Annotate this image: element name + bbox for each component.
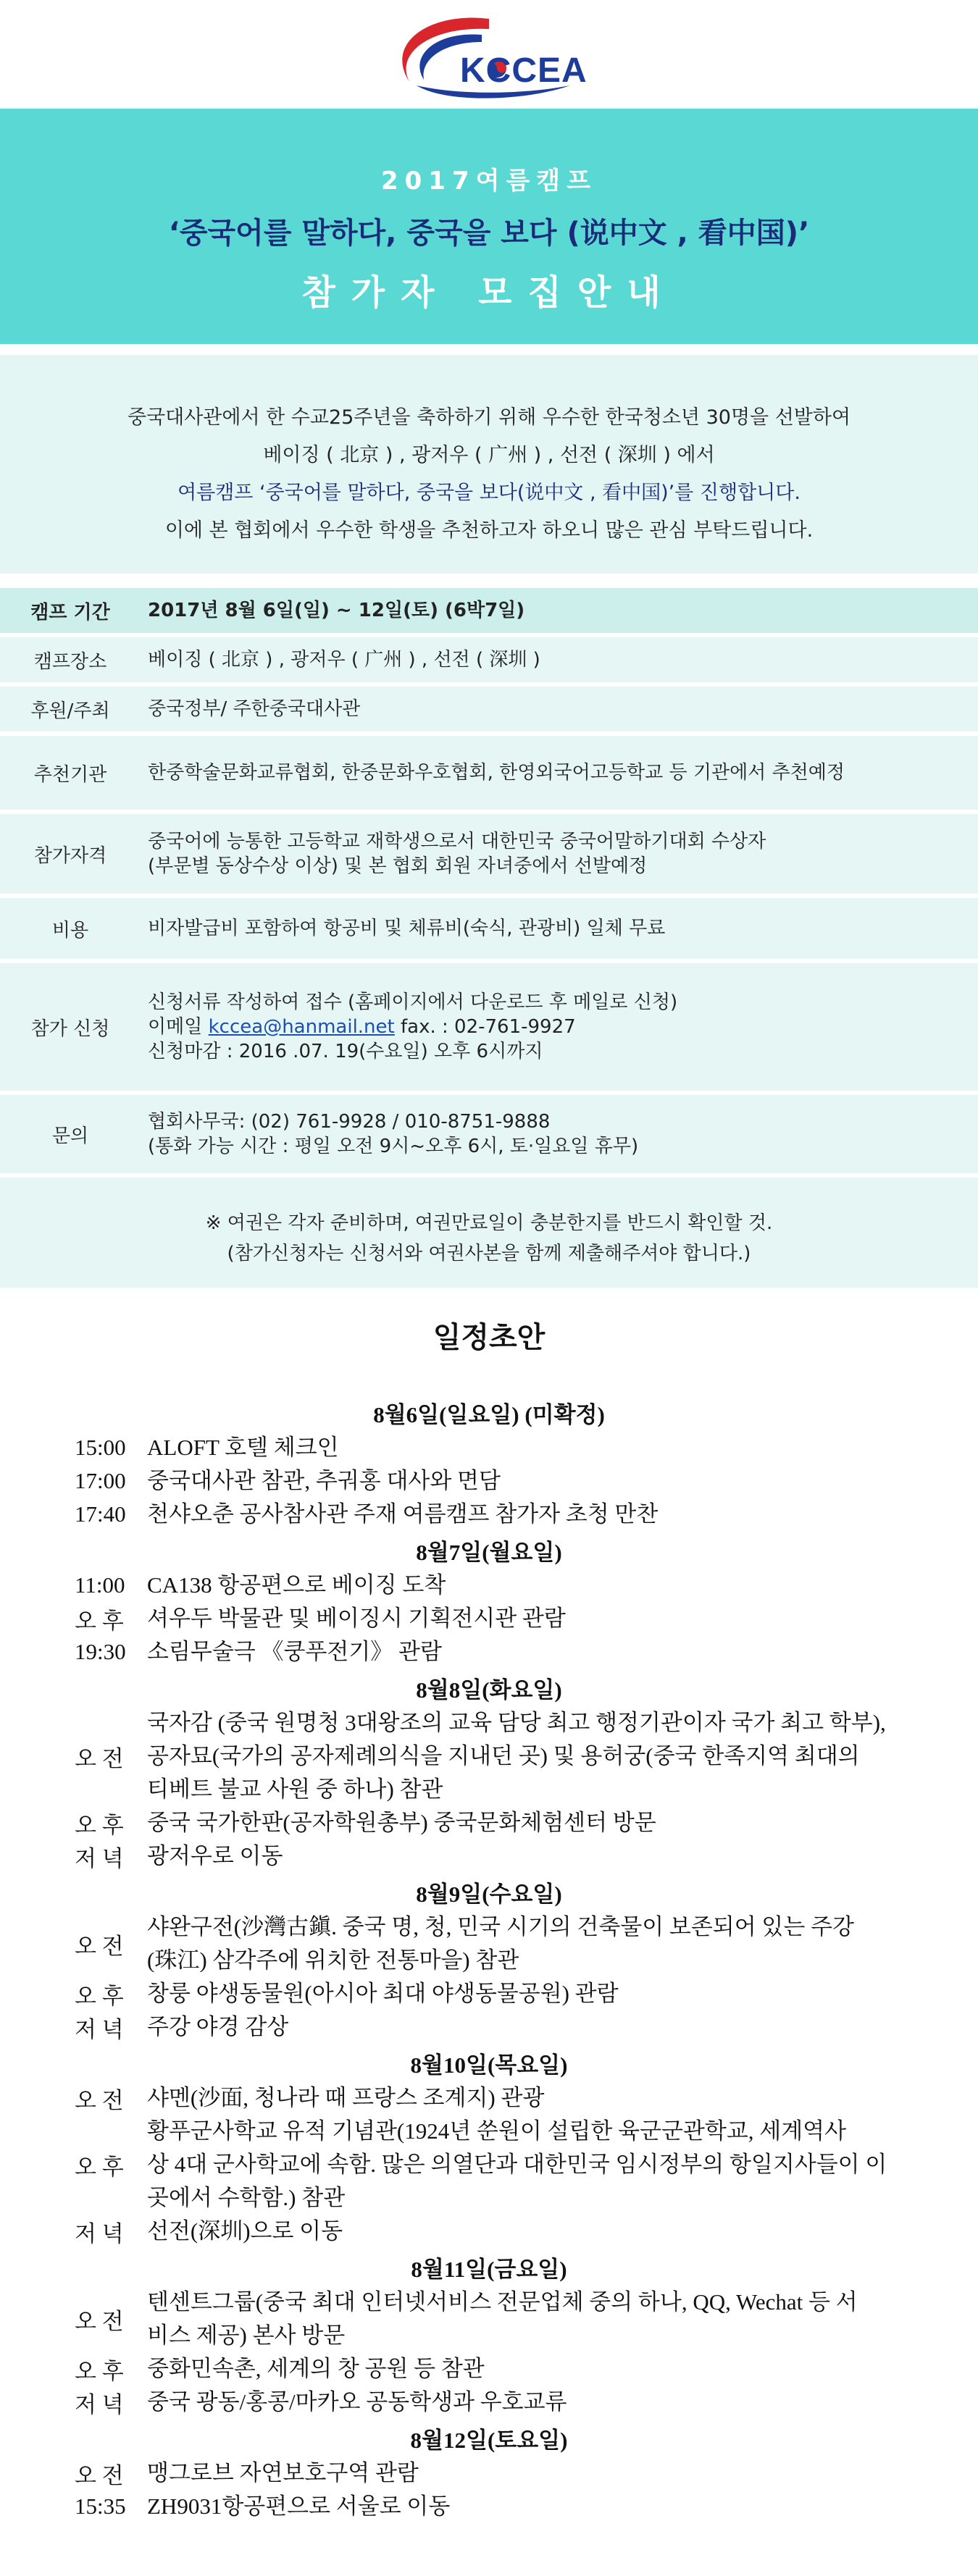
schedule-event [0,2081,978,2115]
event-time: 저 녁 [75,2220,124,2246]
qualification-line-2: (부문별 동상수상 이상) 및 본 협회 회원 자녀중에서 선발예정 [148,855,648,877]
schedule-event [0,2215,978,2248]
event-time: 저 녁 [75,2391,124,2417]
intro-line-1: 중국대사관에서 한 수교25주년을 축하하기 위해 우수한 한국청소년 30명을 선발하여 [127,406,851,429]
schedule-event [0,1498,978,1531]
schedule-event [0,1464,978,1498]
logo-text: KCCEA [460,51,588,90]
place-label: 캠프장소 [33,650,107,673]
schedule-event [0,2386,978,2419]
contact-label: 문의 [51,1125,89,1147]
schedule-event [0,1977,978,2010]
event-description [147,2490,927,2523]
application-deadline: 신청마감 : 2016 .07. 19(수요일) 오후 6시까지 [148,1041,543,1063]
place-value: 베이징 ( 北京 ) , 광저우 ( 广州 ) , 선전 ( 深圳 ) [148,648,540,671]
event-time: 19:30 [75,1639,126,1664]
schedule-event [0,2286,978,2352]
event-line: 중국 국가한판(공자학원총부) 중국문화체험센터 방문 [147,1810,656,1835]
banner-year-title: 2017여름캠프 [380,167,597,196]
intro-line-4: 이에 본 협회에서 우수한 학생을 추천하고자 하오니 많은 관심 부탁드립니다. [164,519,814,542]
event-line: 샤완구전(沙灣古鎭. 중국 명, 청, 민국 시기의 건축물이 보존되어 있는 주강 [147,1914,854,1939]
event-time: 오 후 [75,2358,124,2384]
event-line: (珠江) 삼각주에 위치한 전통마을) 참관 [147,1947,519,1973]
event-time: 오 전 [75,2308,124,2334]
info-row-sponsor [0,687,978,731]
event-description [147,1706,927,1806]
event-description [147,1569,927,1602]
sponsor-label: 후원/주최 [30,700,110,722]
schedule-event [0,2115,978,2215]
event-time: 오 후 [75,1608,124,1634]
contact-line-1: 협회사무국: (02) 761-9928 / 010-8751-9888 [148,1110,551,1133]
schedule-event [0,1635,978,1669]
info-row-application [0,963,978,1091]
event-line: 선전(深圳)으로 이동 [147,2218,343,2244]
info-row-period [0,588,978,633]
event-line: 티베트 불교 사원 중 하나) 참관 [147,1776,443,1802]
kccea-logo [380,13,598,104]
event-time: 저 녁 [75,2016,124,2042]
event-line: 중국대사관 참관, 추궈홍 대사와 면담 [147,1468,501,1493]
email-prefix: 이메일 [148,1015,209,1038]
period-label: 캠프 기간 [30,601,110,624]
info-row-contact [0,1095,978,1173]
schedule-event [0,1706,978,1806]
day-heading: 8월6일(일요일) (미확정) [373,1402,605,1427]
event-line: 중국 광동/홍콩/마카오 공동학생과 우호교류 [147,2389,567,2415]
day-heading: 8월10일(목요일) [410,2052,568,2078]
event-line: 주강 야경 감상 [147,2014,289,2039]
event-description [147,1464,927,1498]
schedule-event [0,1602,978,1635]
event-description [147,2286,927,2352]
event-description [147,2352,927,2386]
event-description [147,1498,927,1531]
recommend-label: 추천기관 [33,763,107,786]
intro-panel [0,355,978,574]
event-time: 오 전 [75,2087,124,2113]
event-description [147,1977,927,2010]
event-time: 17:00 [75,1468,126,1493]
event-line: 공자묘(국가의 공자제례의식을 지내던 곳) 및 용허궁(중국 한족지역 최대의 [147,1743,860,1769]
qualification-label: 참가자격 [33,844,107,867]
event-time: 오 전 [75,1933,124,1959]
intro-line-3: 여름캠프 ‘중국어를 말하다, 중국을 보다(说中文 , 看中国)’를 진행합니다. [177,482,801,504]
event-line: 상 4대 군사학교에 속함. 많은 의열단과 대한민국 임시정부의 항일지사들이 이 [147,2152,887,2177]
recommend-value: 한중학술문화교류협회, 한중문화우호협회, 한영외국어고등학교 등 기관에서 추천예정 [148,761,845,784]
event-line: 천샤오춘 공사참사관 주재 여름캠프 참가자 초청 만찬 [147,1501,659,1527]
banner-recruitment-title: 참가자 모집안내 [301,272,677,313]
event-time: 저 녁 [75,1845,124,1871]
fax-number: fax. : 02-761-9927 [394,1015,576,1038]
email-link[interactable]: kccea@hanmail.net [208,1015,395,1038]
event-line: 소림무술극 《쿵푸전기》 관람 [147,1639,442,1664]
title-banner [0,109,978,344]
info-row-qualification [0,814,978,894]
notice-line-2: (참가신청자는 신청서와 여권사본을 함께 제출해주셔야 합니다.) [227,1243,751,1264]
event-line: 곳에서 수학함.) 참관 [147,2185,346,2210]
schedule-event [0,1806,978,1839]
event-line: CA138 항공편으로 베이징 도착 [147,1572,446,1598]
event-line: 국자감 (중국 원명청 3대왕조의 교육 담당 최고 행정기관이자 국가 최고 학부), [147,1710,886,1735]
notice-line-1: ※ 여권은 각자 준비하며, 여권만료일이 충분한지를 반드시 확인할 것. [205,1212,773,1234]
period-value: 2017년 8월 6일(일) ~ 12일(토) (6박7일) [148,599,525,621]
application-contact-line [148,1015,971,1039]
day-heading: 8월9일(수요일) [416,1881,562,1907]
event-line: ALOFT 호텔 체크인 [147,1435,339,1460]
cost-label: 비용 [51,919,89,941]
schedule-title: 일정초안 [432,1321,546,1354]
intro-line-2: 베이징 ( 北京 ) , 광저우 ( 广州 ) , 선전 ( 深圳 ) 에서 [263,444,715,466]
event-time: 오 후 [75,1983,124,2009]
event-time: 15:00 [75,1435,126,1460]
event-line: 광저우로 이동 [147,1843,283,1868]
event-description [147,2115,927,2215]
banner-camp-name: ‘중국어를 말하다, 중국을 보다 (说中文 , 看中国)’ [168,217,810,250]
event-description [147,2010,927,2044]
event-description [147,1806,927,1839]
event-time: 오 후 [75,1812,124,1838]
event-time: 오 후 [75,2154,124,2180]
application-line-1: 신청서류 작성하여 접수 (홈페이지에서 다운로드 후 메일로 신청) [148,991,678,1013]
event-description [147,1910,927,1977]
info-row-cost [0,898,978,959]
event-description [147,2215,927,2248]
event-time: 오 전 [75,1745,124,1771]
event-line: 텐센트그룹(중국 최대 인터넷서비스 전문업체 중의 하나, QQ, Wechat 등 서 [147,2289,858,2315]
event-time: 오 전 [75,2462,124,2488]
day-heading: 8월11일(금요일) [411,2257,567,2282]
day-heading: 8월12일(토요일) [410,2428,568,2453]
event-time: 15:35 [75,2493,126,2519]
schedule-event [0,2010,978,2044]
schedule-event [0,2457,978,2490]
event-description [147,1431,927,1464]
event-time: 17:40 [75,1501,126,1527]
event-line: 맹그로브 자연보호구역 관람 [147,2460,419,2485]
cost-value: 비자발급비 포함하여 항공비 및 체류비(숙식, 관광비) 일체 무료 [148,917,666,939]
contact-line-2: (통화 가능 시간 : 평일 오전 9시~오후 6시, 토·일요일 휴무) [148,1136,639,1157]
application-label: 참가 신청 [30,1018,110,1040]
event-line: 황푸군사학교 유적 기념관(1924년 쑨원이 설립한 육군군관학교, 세계역사 [147,2118,847,2144]
passport-notice [0,1178,978,1288]
event-line: 중화민속촌, 세계의 창 공원 등 참관 [147,2356,485,2381]
info-row-recommend [0,736,978,810]
event-line: 셔우두 박물관 및 베이징시 기획전시관 관람 [147,1606,566,1631]
event-line: 비스 제공) 본사 방문 [147,2323,346,2348]
schedule-event [0,1569,978,1602]
schedule-event [0,2352,978,2386]
event-description [147,2081,927,2115]
event-line: 창룽 야생동물원(아시아 최대 야생동물공원) 관람 [147,1981,619,2006]
day-heading: 8월7일(월요일) [416,1540,562,1565]
event-description [147,1635,927,1669]
schedule-event [0,1431,978,1464]
event-description [147,1602,927,1635]
event-line: 샤멘(沙面, 청나라 때 프랑스 조계지) 관광 [147,2085,545,2110]
event-line: ZH9031항공편으로 서울로 이동 [147,2493,451,2519]
qualification-line-1: 중국어에 능통한 고등학교 재학생으로서 대한민국 중국어말하기대회 수상자 [148,830,766,852]
event-description [147,2386,927,2419]
schedule-event [0,2490,978,2523]
info-row-place [0,637,978,682]
day-heading: 8월8일(화요일) [416,1677,562,1703]
sponsor-value: 중국정부/ 주한중국대사관 [148,697,361,720]
event-description [147,1839,927,1873]
event-time: 11:00 [75,1572,125,1598]
event-description [147,2457,927,2490]
schedule-event [0,1839,978,1873]
schedule-event [0,1910,978,1977]
